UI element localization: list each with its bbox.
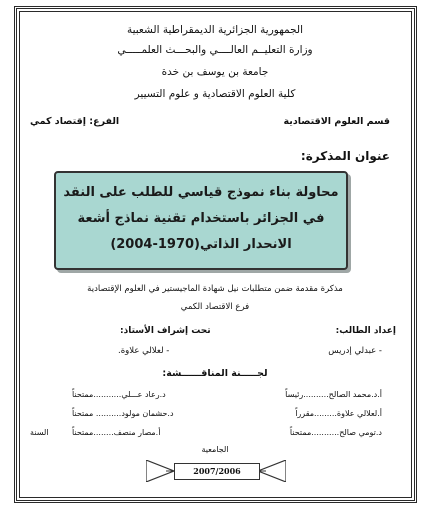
republic-line: الجمهورية الجزائرية الديمقراطية الشعبية — [126, 24, 304, 36]
thesis-specialty: فرع الاقتصاد الكمي — [180, 302, 250, 312]
committee-title: لجـــــنة المناقــــــشة: — [162, 368, 268, 379]
committee-member: د.تومي صالح...........ممتحناً — [289, 428, 382, 437]
department-label: قسم العلوم الاقتصادية — [283, 116, 390, 127]
thesis-title-line-1: محاولة بناء نموذج قياسي للطلب على النقد — [63, 185, 339, 200]
academic-label: الجامعية — [201, 445, 229, 454]
university-line: جامعة بن يوسف بن خدة — [161, 66, 269, 78]
thesis-title-label: عنوان المذكرة: — [300, 149, 390, 163]
branch-label: الفرع: إقتصاد كمي — [30, 116, 120, 127]
thesis-title-line-3: الانحدار الذاتي(1970-2004) — [110, 237, 292, 252]
committee-member: أ.د.محمد الصالح..........رئيساً — [285, 390, 382, 399]
student-name: - عبدلي إدريس — [328, 346, 382, 356]
ministry-line: وزارة التعليــم العالــــي والبحـــث العلمـــــي — [117, 44, 313, 56]
thesis-description: مذكرة مقدمة ضمن متطلبات نيل شهادة الماجيستير في العلوم الإقتصادية — [87, 284, 343, 294]
committee-member: أ.مصار منصف........ممتحناً — [72, 428, 161, 437]
faculty-line: كلية العلوم الاقتصادية و علوم التسيير — [134, 88, 296, 100]
thesis-title-line-2: في الجزائر باستخدام تقنية نماذج أشعة — [77, 211, 325, 226]
thesis-title-box — [54, 171, 348, 270]
committee-member: د.حشمان مولود.......... ممتحناً — [72, 409, 174, 418]
academic-year-box: 2007/2006 — [174, 463, 260, 480]
year-label: السنة — [30, 428, 49, 437]
supervisor-name: - لعلالي علاوة. — [118, 346, 170, 356]
student-label: إعداد الطالب: — [335, 326, 396, 336]
supervisor-label: تحت إشراف الأستاذ: — [120, 326, 211, 336]
committee-member: د.رعاد عـــلي...........ممتحناً — [72, 390, 166, 399]
committee-member: أ.لعلالي علاوة.........مقرراً — [295, 409, 382, 418]
